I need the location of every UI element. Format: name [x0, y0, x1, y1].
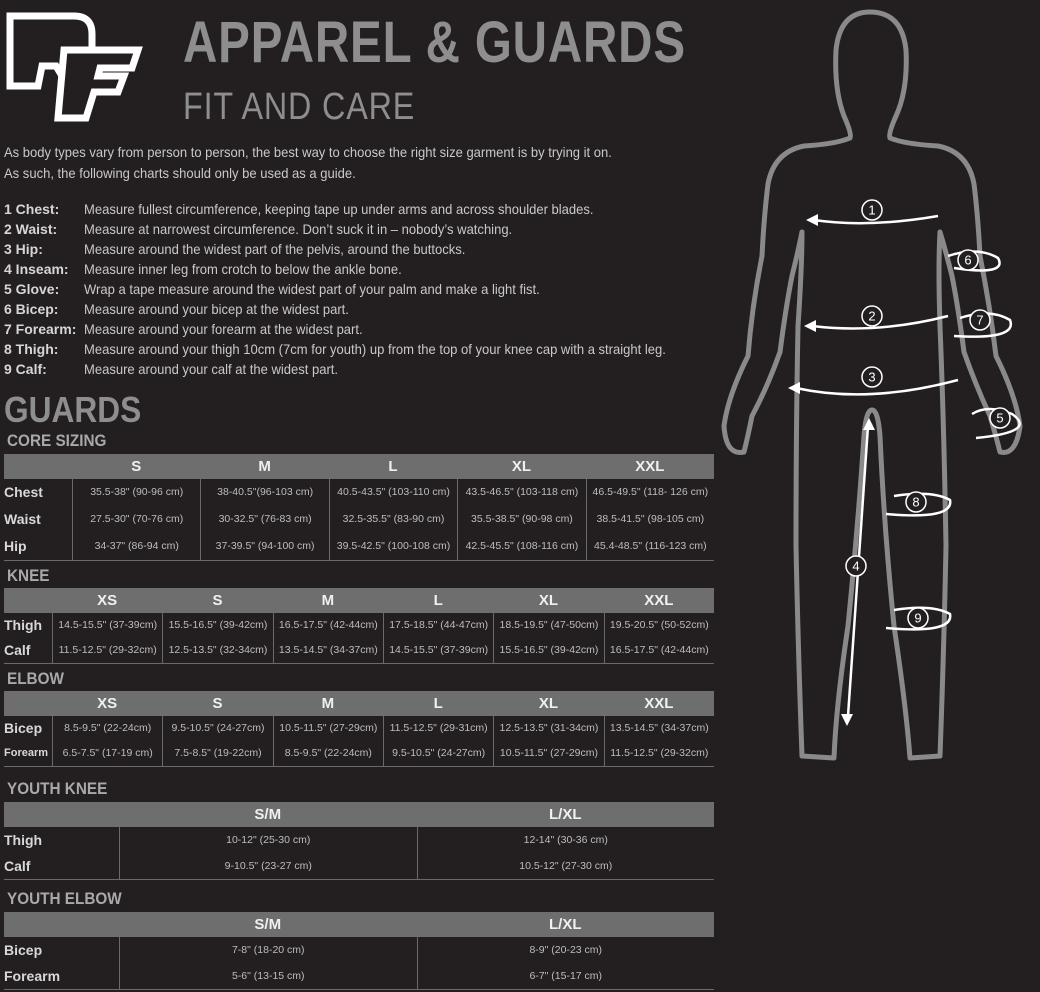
size-header: XL: [538, 695, 559, 712]
svg-text:8: 8: [912, 494, 920, 510]
table-cell: 39.5-42.5" (100-108 cm): [329, 533, 457, 560]
measurement-marker-9: [908, 608, 928, 628]
table-cell: 9-10.5" (23-27 cm): [119, 853, 417, 879]
svg-text:4: 4: [852, 558, 860, 574]
table-body: [4, 937, 714, 990]
measurement-item: [4, 319, 384, 339]
header-spacer: [4, 802, 119, 827]
table-cell: 12.5-13.5" (32-34cm): [162, 638, 272, 663]
table-row: [4, 827, 714, 853]
row-label: Forearm: [4, 968, 61, 984]
table-cell: 19.5-20.5" (50-52cm): [604, 613, 714, 638]
table-cell: 42.5-45.5" (108-116 cm): [457, 533, 585, 560]
table-cell: 10.5-11.5" (27-29cm): [493, 741, 603, 766]
measurement-marker-8: [906, 492, 926, 512]
size-header: M: [258, 458, 271, 475]
row-label: Calf: [4, 642, 31, 658]
table-cell: 14.5-15.5" (37-39cm): [52, 613, 162, 638]
table-cell: 11.5-12.5" (29-32cm): [52, 638, 162, 663]
measurement-item: [4, 239, 494, 259]
row-label: Forearm: [4, 747, 49, 759]
measurement-description: Wrap a tape measure around the widest part of your palm and make a light fist.: [84, 281, 540, 297]
measurement-description: Measure around your bicep at the widest part.: [84, 301, 349, 317]
table-cell: 5-6" (13-15 cm): [119, 963, 417, 989]
table-cell: 18.5-19.5" (47-50cm): [493, 613, 603, 638]
measurement-marker-4: [846, 556, 866, 576]
table-body: [4, 613, 714, 664]
size-header: S: [131, 458, 142, 475]
measurement-description: Measure at narrowest circumference. Don’t suck it in – nobody’s watching.: [84, 221, 513, 237]
svg-text:9: 9: [914, 610, 922, 626]
row-label: Calf: [4, 858, 31, 874]
table-header: [4, 802, 714, 827]
knee-title: KNEE: [7, 566, 50, 585]
table-cell: 11.5-12.5" (29-31cm): [383, 716, 493, 741]
size-header: L: [433, 592, 443, 609]
measurement-label: 8 Thigh:: [4, 341, 59, 357]
table-cell: 30-32.5" (76-83 cm): [200, 506, 328, 533]
youth-elbow-table: [4, 912, 714, 990]
measurement-marker-5: [990, 408, 1010, 428]
measurement-marker-2: [862, 306, 882, 326]
measurement-label: 9 Calf:: [4, 361, 47, 377]
table-cell: 45.4-48.5" (116-123 cm): [586, 533, 714, 560]
table-cell: 15.5-16.5" (39-42cm): [493, 638, 603, 663]
measurement-item: [4, 219, 544, 239]
size-header: L: [388, 458, 398, 475]
svg-text:6: 6: [964, 252, 972, 268]
size-header: M: [321, 695, 335, 712]
elbow-table: [4, 691, 714, 767]
table-body: [4, 479, 714, 561]
intro-line-2: As such, the following charts should only be used as a guide.: [4, 165, 356, 181]
table-cell: 7.5-8.5" (19-22cm): [162, 741, 272, 766]
size-header: XXL: [644, 695, 674, 712]
table-cell: 13.5-14.5" (34-37cm): [273, 638, 383, 663]
svg-text:7: 7: [976, 312, 984, 328]
measurement-description: Measure around your forearm at the widest part.: [84, 321, 363, 337]
table-row: [4, 638, 714, 663]
size-header: L: [433, 695, 443, 712]
table-cell: 8.5-9.5" (22-24cm): [52, 716, 162, 741]
measurement-label: 3 Hip:: [4, 241, 43, 257]
table-cell: 8.5-9.5" (22-24cm): [273, 741, 383, 766]
size-header: XXL: [635, 458, 665, 475]
youth-elbow-title: YOUTH ELBOW: [7, 889, 122, 908]
table-cell: 10-12" (25-30 cm): [119, 827, 417, 853]
table-cell: 40.5-43.5" (103-110 cm): [329, 479, 457, 506]
table-cell: 34-37" (86-94 cm): [72, 533, 200, 560]
measurement-marker-6: [958, 250, 978, 270]
table-cell: 37-39.5" (94-100 cm): [200, 533, 328, 560]
size-header: L/XL: [549, 806, 582, 823]
row-label: Thigh: [4, 617, 43, 633]
measurement-label: 1 Chest:: [4, 201, 60, 217]
table-cell: 16.5-17.5" (42-44cm): [273, 613, 383, 638]
row-label: Hip: [4, 538, 27, 554]
table-row: [4, 937, 714, 963]
measurement-item: [4, 339, 710, 359]
measurement-label: 4 Inseam:: [4, 261, 69, 277]
table-header: [4, 691, 714, 716]
intro-line-1: As body types vary from person to person, the best way to choose the right size garment is by trying it on.: [4, 144, 612, 160]
table-cell: 10.5-12" (27-30 cm): [417, 853, 715, 879]
measurement-item: [4, 299, 369, 319]
table-row: [4, 716, 714, 741]
table-cell: 15.5-16.5" (39-42cm): [162, 613, 272, 638]
table-row: [4, 533, 714, 560]
table-cell: 27.5-30" (70-76 cm): [72, 506, 200, 533]
table-cell: 9.5-10.5" (24-27cm): [162, 716, 272, 741]
row-label: Bicep: [4, 942, 43, 958]
table-header: [4, 588, 714, 613]
size-header: M: [321, 592, 335, 609]
measurement-description: Measure fullest circumference, keeping tape up under arms and across shoulder blades.: [84, 201, 594, 217]
table-cell: 38.5-41.5" (98-105 cm): [586, 506, 714, 533]
measurement-item: [4, 359, 357, 379]
page-subtitle: FIT AND CARE: [183, 86, 416, 128]
table-cell: 7-8" (18-20 cm): [119, 937, 417, 963]
table-cell: 16.5-17.5" (42-44cm): [604, 638, 714, 663]
table-row: [4, 479, 714, 506]
measurement-label: 7 Forearm:: [4, 321, 77, 337]
table-cell: 11.5-12.5" (29-32cm): [604, 741, 714, 766]
table-row: [4, 506, 714, 533]
table-body: [4, 827, 714, 880]
table-body: [4, 716, 714, 767]
table-cell: 12.5-13.5" (31-34cm): [493, 716, 603, 741]
table-cell: 46.5-49.5" (118- 126 cm): [586, 479, 714, 506]
table-cell: 14.5-15.5" (37-39cm): [383, 638, 493, 663]
size-header: S: [212, 592, 223, 609]
table-cell: 12-14" (30-36 cm): [417, 827, 715, 853]
knee-table: [4, 588, 714, 664]
table-header: [4, 912, 714, 937]
table-row: [4, 741, 714, 766]
table-cell: 32.5-35.5" (83-90 cm): [329, 506, 457, 533]
header-spacer: [4, 454, 72, 479]
header-spacer: [4, 691, 52, 716]
table-cell: 10.5-11.5" (27-29cm): [273, 716, 383, 741]
size-header: L/XL: [549, 916, 582, 933]
size-header: S/M: [254, 916, 282, 933]
header-spacer: [4, 912, 119, 937]
svg-text:1: 1: [868, 202, 876, 218]
page-title: APPAREL & GUARDS: [183, 10, 686, 75]
table-cell: 35.5-38" (90-96 cm): [72, 479, 200, 506]
guards-heading: GUARDS: [4, 389, 142, 430]
size-header: XS: [97, 592, 118, 609]
measurement-label: 2 Waist:: [4, 221, 58, 237]
measurement-description: Measure around the widest part of the pelvis, around the buttocks.: [84, 241, 466, 257]
row-label: Thigh: [4, 832, 43, 848]
measurement-label: 6 Bicep:: [4, 301, 59, 317]
measurement-marker-7: [970, 310, 990, 330]
table-header: [4, 454, 714, 479]
table-row: [4, 963, 714, 989]
measurement-description: Measure around your thigh 10cm (7cm for youth) up from the top of your knee cap with a straight leg.: [84, 341, 666, 357]
table-cell: 13.5-14.5" (34-37cm): [604, 716, 714, 741]
size-header: S/M: [254, 806, 282, 823]
svg-text:5: 5: [996, 410, 1004, 426]
table-row: [4, 853, 714, 879]
table-cell: 9.5-10.5" (24-27cm): [383, 741, 493, 766]
measurement-item: [4, 279, 574, 299]
row-label: Bicep: [4, 720, 43, 736]
measurement-label: 5 Glove:: [4, 281, 60, 297]
size-header: XS: [97, 695, 118, 712]
core-sizing-title: CORE SIZING: [7, 431, 107, 450]
size-header: XL: [538, 592, 559, 609]
table-cell: 43.5-46.5" (103-118 cm): [457, 479, 585, 506]
table-cell: 6-7" (15-17 cm): [417, 963, 715, 989]
measurement-marker-1: [862, 200, 882, 220]
core-sizing-table: [4, 454, 714, 561]
header-spacer: [4, 588, 52, 613]
row-label: Chest: [4, 484, 43, 500]
table-cell: 6.5-7.5" (17-19 cm): [52, 741, 162, 766]
measurement-item: [4, 259, 426, 279]
brand-logo: [4, 6, 144, 124]
size-header: XXL: [644, 592, 674, 609]
table-cell: 17.5-18.5" (44-47cm): [383, 613, 493, 638]
size-header: XL: [511, 458, 531, 475]
size-header: S: [212, 695, 223, 712]
table-cell: 8-9" (20-23 cm): [417, 937, 715, 963]
youth-knee-title: YOUTH KNEE: [7, 779, 108, 798]
svg-text:3: 3: [868, 369, 876, 385]
row-label: Waist: [4, 511, 41, 527]
body-measurement-figure: [718, 6, 1040, 776]
table-cell: 35.5-38.5" (90-98 cm): [457, 506, 585, 533]
youth-knee-table: [4, 802, 714, 880]
measurement-description: Measure inner leg from crotch to below the ankle bone.: [84, 261, 402, 277]
table-row: [4, 613, 714, 638]
measurement-marker-3: [862, 367, 882, 387]
measurement-item: [4, 199, 632, 219]
elbow-title: ELBOW: [7, 669, 64, 688]
table-cell: 38-40.5"(96-103 cm): [200, 479, 328, 506]
svg-text:2: 2: [868, 308, 876, 324]
measurement-description: Measure around your calf at the widest part.: [84, 361, 339, 377]
